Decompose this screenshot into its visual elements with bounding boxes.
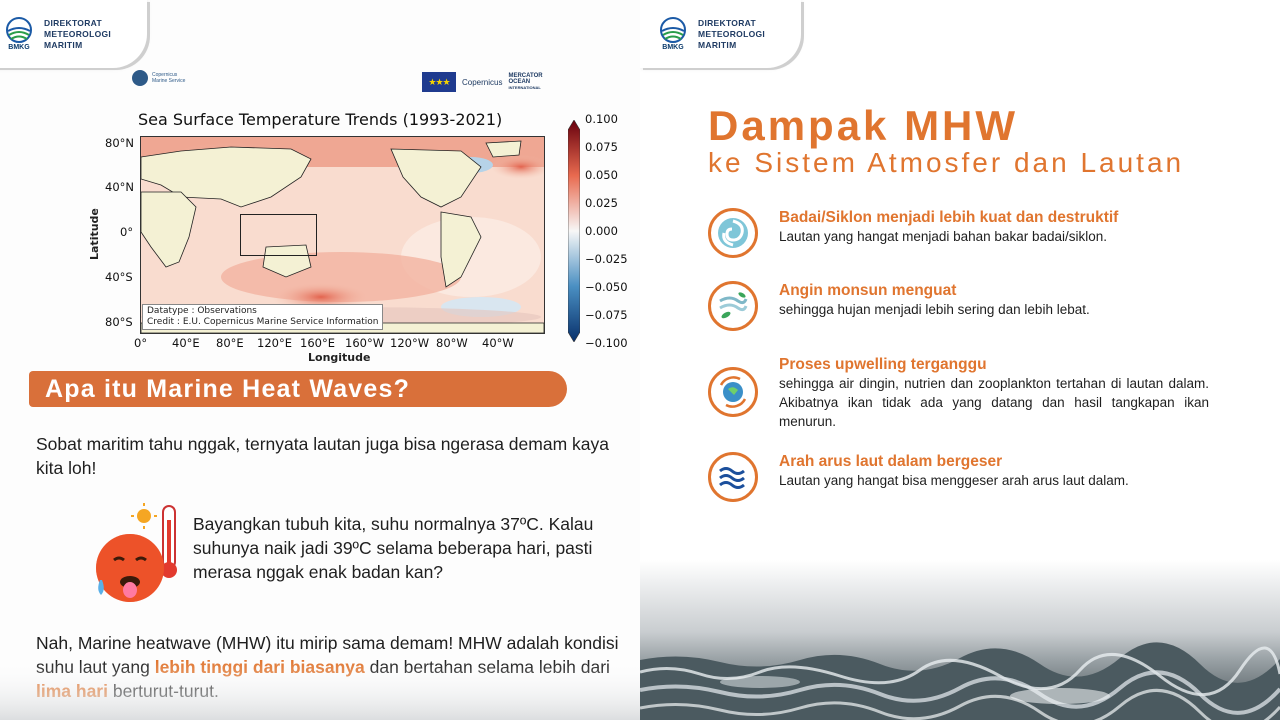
right-panel — [640, 0, 1280, 720]
org-line3: MARITIM — [44, 39, 83, 50]
colorbar — [568, 120, 580, 342]
mercator-line1: MERCATOR — [508, 73, 543, 79]
x-tick: 120°W — [390, 336, 430, 350]
stormy-sea-image — [640, 560, 1280, 720]
impact-desc: sehingga hujan menjadi lebih sering dan lebih lebat. — [779, 302, 1090, 317]
datatype-annotation — [142, 304, 383, 330]
impact-heading: Arah arus laut dalam bergeser — [779, 453, 1003, 470]
eu-flag-icon: ★★★ — [422, 72, 456, 92]
x-tick: 40°W — [482, 336, 514, 350]
sst-trend-map — [80, 106, 640, 368]
intro-paragraph: Sobat maritim tahu nggak, ternyata lautan juga bisa ngerasa demam kaya kita loh! — [36, 434, 609, 478]
colorbar-tick: −0.075 — [585, 308, 628, 322]
bmkg-emblem-icon — [660, 17, 686, 43]
y-tick: 80°N — [105, 136, 134, 150]
current-waves-icon — [708, 452, 758, 502]
section-banner — [29, 371, 567, 407]
impact-heading: Angin monsun menguat — [779, 282, 957, 299]
sun-icon — [137, 509, 151, 523]
left-sea-fade — [0, 660, 640, 720]
fever-emoji — [92, 500, 184, 610]
x-tick: 160°E — [300, 336, 335, 350]
x-tick: 160°W — [345, 336, 385, 350]
x-tick: 0° — [134, 336, 148, 350]
colorbar-tick: 0.000 — [585, 224, 618, 238]
org-line3: MARITIM — [698, 39, 737, 50]
copernicus-logo: Copernicus — [462, 77, 503, 87]
hot-face-thermometer-icon — [92, 500, 184, 610]
y-tick: 0° — [120, 225, 134, 239]
mercator-line3: INTERNATIONAL — [508, 85, 541, 90]
org-line2: METEOROLOGI — [698, 28, 766, 39]
bmkg-logo — [656, 11, 690, 57]
x-tick: 40°E — [172, 336, 200, 350]
org-line1: DIREKTORAT — [44, 17, 102, 28]
y-tick: 80°S — [105, 315, 133, 329]
org-line2: METEOROLOGI — [44, 28, 112, 39]
bmkg-logo-text: BMKG — [662, 44, 684, 51]
upwelling-icon — [708, 367, 758, 417]
bmkg-logo-text: BMKG — [8, 44, 30, 51]
x-tick: 80°E — [216, 336, 244, 350]
body-temperature-paragraph: Bayangkan tubuh kita, suhu normalnya 37ºC. Kalau suhunya naik jadi 39ºC selama beberapa hari, pasti merasa nggak enak badan kan? — [193, 514, 594, 582]
impact-heading: Badai/Siklon menjadi lebih kuat dan destruktif — [779, 209, 1119, 226]
bmkg-emblem-icon — [6, 17, 32, 43]
x-axis-label: Longitude — [308, 351, 371, 364]
partner-logos — [422, 72, 543, 92]
cyclone-icon — [708, 208, 758, 258]
org-name — [698, 18, 765, 51]
page-title: Dampak MHW — [708, 102, 1019, 149]
cmems-logo — [132, 70, 185, 86]
cmems-line2: Marine Service — [152, 78, 186, 84]
colorbar-tick: −0.025 — [585, 252, 628, 266]
header-tab — [640, 0, 801, 68]
mercator-line2: OCEAN — [508, 79, 531, 85]
header-tab — [0, 0, 147, 68]
wind-leaf-icon — [708, 281, 758, 331]
cmems-line1: Copernicus — [152, 72, 178, 78]
colorbar-tick: −0.100 — [585, 336, 628, 350]
mercator-logo — [508, 73, 542, 91]
map-title: Sea Surface Temperature Trends (1993-2021) — [138, 110, 503, 129]
x-tick: 120°E — [257, 336, 292, 350]
impact-heading: Proses upwelling terganggu — [779, 356, 987, 373]
banner-title: Apa itu Marine Heat Waves? — [45, 374, 411, 403]
credit-line: Credit : E.U. Copernicus Marine Service Information — [147, 317, 379, 327]
indonesia-region-box — [240, 214, 317, 256]
colorbar-tick: 0.075 — [585, 140, 618, 154]
colorbar-tick: 0.025 — [585, 196, 618, 210]
impact-desc: Lautan yang hangat bisa menggeser arah arus laut dalam. — [779, 473, 1129, 488]
org-name — [44, 18, 111, 51]
org-line1: DIREKTORAT — [698, 17, 756, 28]
colorbar-tick: 0.100 — [585, 112, 618, 126]
impact-desc: sehingga air dingin, nutrien dan zooplankton tertahan di lautan dalam. Akibatnya ikan tidak ada yang datang dan hasil tangkapan ikan menurun. — [779, 376, 1209, 429]
y-axis-label: Latitude — [88, 208, 101, 260]
datatype-line: Datatype : Observations — [147, 306, 257, 316]
colorbar-tick: −0.050 — [585, 280, 628, 294]
colorbar-tick: 0.050 — [585, 168, 618, 182]
y-tick: 40°S — [105, 270, 133, 284]
page-subtitle: ke Sistem Atmosfer dan Lautan — [708, 147, 1185, 178]
cmems-fish-icon — [132, 70, 148, 86]
x-tick: 80°W — [436, 336, 468, 350]
y-tick: 40°N — [105, 180, 134, 194]
p3-text-a: Nah, Marine heatwave (MHW) itu mirip sama demam! MHW adalah kondisi — [36, 633, 619, 653]
bmkg-logo — [2, 11, 36, 57]
impact-desc: Lautan yang hangat menjadi bahan bakar badai/siklon. — [779, 229, 1107, 244]
